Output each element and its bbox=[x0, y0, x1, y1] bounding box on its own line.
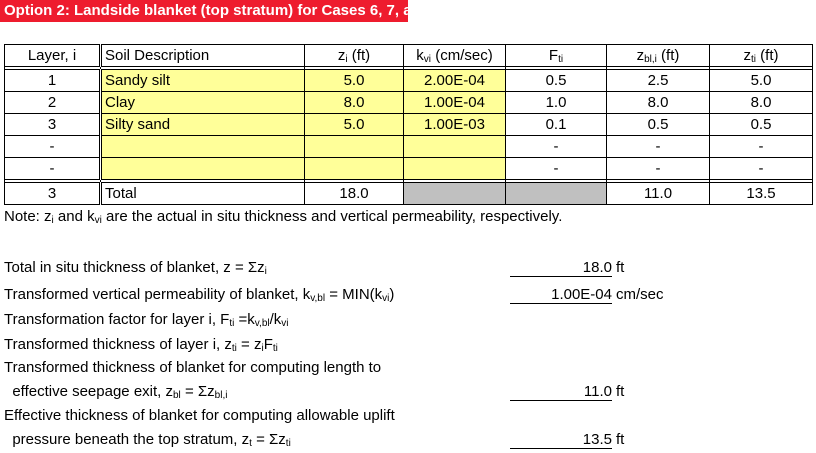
calc-blanket-thickness-label: Transformed thickness of blanket for computing length to bbox=[4, 359, 382, 376]
calc-effective-thickness-label: Effective thickness of blanket for computing allowable uplift bbox=[4, 407, 395, 424]
calc-transformation-factor: Transformation factor for layer i, $F_{ti} =k_{v,bl}/k_{vi}$ bbox=[4, 311, 289, 329]
calc-total-thickness: Total in situ thickness of blanket, $z = \Sigma z_i$ bbox=[4, 259, 267, 277]
transformed-permeability-value: 1.00E-04 bbox=[510, 286, 612, 304]
col-header-z: $z_i$ (ft) bbox=[305, 45, 404, 67]
z-input[interactable] bbox=[305, 136, 404, 158]
uplift-thickness-value: 13.5 bbox=[510, 431, 612, 449]
calc-transformed-permeability: Transformed vertical permeability of blanket, $k_{v,bl} = MIN(k_{vi})$ bbox=[4, 286, 395, 304]
col-header-layer: Layer, i bbox=[5, 45, 101, 67]
layer-table bbox=[4, 44, 813, 205]
k-input[interactable] bbox=[404, 136, 506, 158]
soil-input[interactable]: Clay bbox=[101, 92, 305, 114]
soil-input[interactable] bbox=[101, 158, 305, 180]
col-header-f: $F_{ti}$ bbox=[506, 45, 607, 67]
col-header-zb: $z_{bl,i}$ (ft) bbox=[607, 45, 710, 67]
table-row: - - - - bbox=[5, 136, 813, 158]
seepage-exit-value: 11.0 bbox=[510, 383, 612, 401]
soil-input[interactable]: Sandy silt bbox=[101, 70, 305, 92]
calc-seepage-exit: effective seepage exit, $z_{bl} = \Sigma z_{bl,i}$ bbox=[4, 383, 228, 401]
total-thickness-value: 18.0 bbox=[510, 259, 612, 277]
table-note: Note: $z_i$ and $k_{vi}$ are the actual in situ thickness and vertical permeability, respectively. bbox=[4, 208, 563, 226]
total-row: 3 Total 18.0 11.0 13.5 bbox=[5, 183, 813, 205]
col-header-k: $k_{vi}$ (cm/sec) bbox=[404, 45, 506, 67]
table-row: 1 Sandy silt 5.0 2.00E-04 0.5 2.5 5.0 bbox=[5, 70, 813, 92]
calc-layer-thickness: Transformed thickness of layer i, $z_{ti} = z_iF_{ti}$ bbox=[4, 336, 278, 354]
soil-input[interactable] bbox=[101, 136, 305, 158]
table-row: 3 Silty sand 5.0 1.00E-03 0.1 0.5 0.5 bbox=[5, 114, 813, 136]
k-input[interactable] bbox=[404, 158, 506, 180]
col-header-soil: Soil Description bbox=[101, 45, 305, 67]
k-input[interactable]: 2.00E-04 bbox=[404, 70, 506, 92]
z-input[interactable]: 5.0 bbox=[305, 114, 404, 136]
k-input[interactable]: 1.00E-03 bbox=[404, 114, 506, 136]
table-row: 2 Clay 8.0 1.00E-04 1.0 8.0 8.0 bbox=[5, 92, 813, 114]
k-input[interactable]: 1.00E-04 bbox=[404, 92, 506, 114]
col-header-zt: $z_{ti}$ (ft) bbox=[710, 45, 813, 67]
calc-uplift-pressure: pressure beneath the top stratum, $z_t = \Sigma z_{ti}$ bbox=[4, 431, 291, 449]
section-title: Option 2: Landside blanket (top stratum) for Cases 6, 7, and 8 bbox=[0, 0, 408, 22]
z-input[interactable] bbox=[305, 158, 404, 180]
soil-input[interactable]: Silty sand bbox=[101, 114, 305, 136]
table-row: - - - - bbox=[5, 158, 813, 180]
z-input[interactable]: 5.0 bbox=[305, 70, 404, 92]
z-input[interactable]: 8.0 bbox=[305, 92, 404, 114]
table-header-row bbox=[5, 45, 813, 67]
